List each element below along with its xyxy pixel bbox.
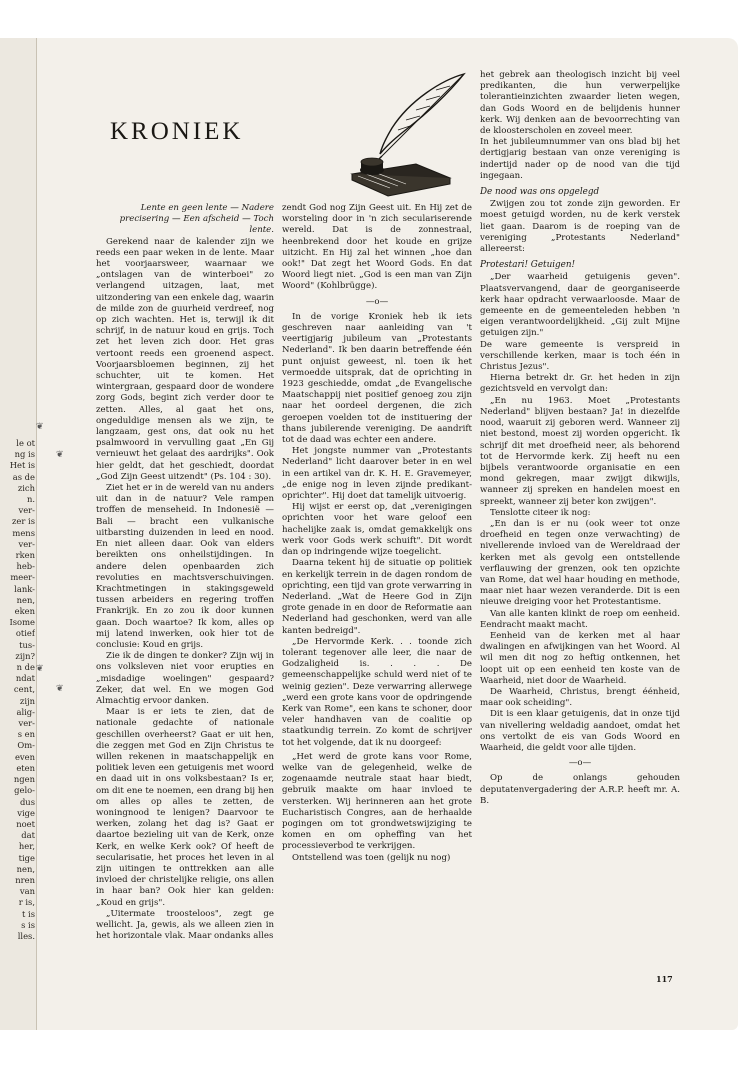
previous-page-line: Isome: [9, 617, 35, 628]
binding-mark-icon: ❦: [36, 664, 44, 674]
paragraph: Hierna betrekt dr. Gr. het heden in zijn gezichtsveld en vervolgt dan:: [480, 373, 680, 395]
previous-page-line: van: [19, 886, 35, 897]
previous-page-line: as de: [12, 471, 35, 482]
previous-page-line: otief: [15, 628, 35, 639]
binding-mark-icon: ❦: [56, 684, 64, 694]
previous-page-line: n.: [26, 494, 35, 505]
previous-page-line: ndat: [15, 673, 35, 684]
quote-paragraph: „En nu 1963. Moet „Protestants Nederland" blijven bestaan? Ja! in diezelfde nood, waaruit zij geboren werd. Wanneer zij niet bestond, moest zij worden opgericht. Ik schrijf dit met droefheid neer, als behorend tot de Hervormde kerk. Zij heeft nu een bijbels verantwoorde organisatie en een mond gekregen, maar zwijgt dikwijls, wanneer zij spreken en handelen moest en spreekt, wanneer zij beter kon zwijgen".: [480, 395, 680, 507]
quill-pen-and-book-icon: [332, 70, 470, 198]
previous-page-line: t is: [21, 908, 35, 919]
previous-page-line: ng is: [14, 449, 35, 460]
previous-page-line: ver-: [18, 538, 35, 549]
paragraph: zendt God nog Zijn Geest uit. En Hij zet de worsteling door in 'n zich seculariserende wereld. Dat is de zonnestraal, heenbrekend door het koude en grijze uitzicht. En Hij zal het winnen „hoe dan ook!" Dat zegt het Woord Gods. En dat Woord liegt niet. „God is een man van Zijn Woord" (Kohlbrügge).: [282, 203, 472, 292]
column-2: [282, 203, 472, 981]
binding-mark-icon: ❦: [36, 422, 44, 432]
previous-page-line: dat: [21, 830, 35, 841]
paragraph: Tenslotte citeer ik nog:: [490, 507, 591, 518]
column-1: [96, 203, 274, 981]
previous-page-line: mens: [12, 527, 35, 538]
previous-page-line: even: [14, 751, 35, 762]
paragraph: Ontstellend was toen (gelijk nu nog): [292, 852, 451, 863]
previous-page-line: heb-: [16, 561, 35, 572]
binding-mark-icon: ❦: [56, 450, 64, 460]
paragraph: De ware gemeente is verspreid in verschillende kerken, maar is toch één in Christus Jezus".: [480, 339, 680, 373]
quote-paragraph: Van alle kanten klinkt de roep om eenheid. Eendracht maakt macht.: [480, 608, 680, 630]
page-title: KRONIEK: [110, 118, 244, 145]
previous-page-text: [3, 438, 35, 942]
previous-page-line: ver-: [18, 505, 35, 516]
previous-page-line: ver-: [18, 718, 35, 729]
previous-page-line: cent,: [13, 684, 35, 695]
previous-page-line: meer-: [10, 572, 35, 583]
previous-page-line: nen,: [16, 863, 35, 874]
section-heading: Protestari! Getuigen!: [480, 260, 576, 271]
previous-page-line: rken: [15, 550, 35, 561]
paragraph: Maar is er iets te zien, dat de nationale gedachte of nationale geschillen overheerst? Gaat er uit hen, die zeggen met God en Zijn Christus te willen rekenen in maatschappelijk en politiek leven een getuigenis met woord en daad uit in ons volksbestaan? Is er, om dit ene te noemen, een drang bij hen om alles op alles te zetten, de woningnood te lenigen? Daarvoor te werken, zolang het dag is? Gaat er daartoe bezieling uit van de Kerk, onze Kerk, en welke Kerk ook? Of heeft de secularisatie, het proces het leven in al zijn uitingen te onttrekken aan alle invloed der christelijke religie, ons allen in haar ban? Ook hier kan gelden: „Koud en grijs".: [96, 707, 274, 908]
paragraph: Gerekend naar de kalender zijn we reeds een paar weken in de lente. Maar het voorjaarsweer, waarnaar we „ontslagen van de winterboei" zo verlangend uitzagen, laat, met uitzondering van een enkele dag, waarin de milde zon de guurheid verdreef, nog op zich wachten. Het is, terwijl ik dit schrijf, in de natuur koud en grijs. Toch zet het leven zich door. Het gras vertoont reeds een groenend aspect. Voorjaarsbloemen beginnen, zij het schuchter, uit te komen. Het wintergraan, gespaard door de wondere zorg Gods, begint zich verder door te zetten. Alles, al gaat het ons, ongeduldige mensen als we zijn, te langzaam, gest ons, dat ook nu het psalmwoord in vervulling gaat „En Gij vernieuwt het gelaat des aardrijks". Ook hier geldt, dat het geschiedt, doordat „God Zijn Geest uitzendt" (Ps. 104 : 30).: [96, 236, 274, 482]
previous-page-line: lles.: [17, 930, 35, 941]
quote-paragraph: Eenheid van de kerken met al haar dwalingen en afwijkingen van het Woord. Al wil men dit nog zo heftig ontkennen, het loopt uit op een eenheid ten koste van de Waarheid, niet door de Waarheid.: [480, 630, 680, 686]
previous-page-line: eken: [14, 606, 35, 617]
previous-page-line: zijn?: [15, 650, 35, 661]
paragraph: Hij wijst er eerst op, dat „verenigingen oprichten voor het ware geloof een hachelijke zaak is, omdat gemakkelijk ons werk voor Gods werk schuift". Dit wordt dan op indringende wijze toegelicht.: [282, 502, 472, 558]
previous-page-line: Om-: [17, 740, 35, 751]
paragraph: het gebrek aan theologisch inzicht bij veel predikanten, die hun verwerpelijke tolerantieinzichten zwaarder lieten wegen, dan Gods Woord en de belijdenis hunner kerk. Wij denken aan de bevoorrechting van de kloosterscholen en zoveel meer.: [480, 70, 680, 137]
section-separator: —o—: [568, 758, 592, 769]
paragraph: „Uitermate troosteloos", zegt ge wellicht. Ja, gewis, als we alleen zien in het horizontale vlak. Maar ondanks alles: [96, 908, 274, 942]
paragraph: In de vorige Kroniek heb ik iets geschreven naar aanleiding van 't veertigjarig jubileum van „Protestants Nederland". Ik ben daarin betreffende één punt onjuist geweest, nl. toen ik het vermoedde uitsprak, dat de oprichting in 1923 geschiedde, omdat „de Evangelische Maatschappij niet positief genoeg zou zijn naar het oordeel dergenen, die zich geroepen voelden tot de instituering der thans jubilerende vereniging. De aandrift tot de daad was echter een andere.: [282, 311, 472, 446]
previous-page-line: zer is: [11, 516, 35, 527]
previous-page-line: nen,: [16, 594, 35, 605]
paragraph: Op de onlangs gehouden deputatenvergadering der A.R.P. heeft mr. A. B.: [480, 773, 680, 806]
column-3: [480, 70, 680, 970]
previous-page-line: gelo-: [14, 785, 35, 796]
previous-page-line: r is,: [18, 897, 35, 908]
previous-page-line: alig-: [16, 706, 35, 717]
quote-paragraph: „En dan is er nu (ook weer tot onze droefheid en tegen onze verwachting) de nivellerende invloed van de Wereldraad der kerken met als gevolg een ontstellende verflauwing der grenzen, ook ten opzichte van Rome, dat wel haar houding en methode, maar niet haar wezen veranderde. Dit is een nieuwe dreiging voor het Protestantisme.: [480, 518, 680, 608]
previous-page-edge: [0, 38, 37, 1030]
quote-paragraph: De Waarheid, Christus, brengt éénheid, maar ook scheiding".: [480, 686, 680, 709]
paragraph: Dit is een klaar getuigenis, dat in onze tijd van nivellering weldadig aandoet, omdat het ons vertolkt de eis van Gods Woord en Waarheid, die geldt voor alle tijden.: [480, 709, 680, 753]
quote-paragraph: „Het werd de grote kans voor Rome, welke van de gelegenheid, welke de zogenaamde neutrale staat haar biedt, gebruik maakte om haar invloed te versterken. Wij herinneren aan het grote Eucharistisch Congres, aan de herhaalde pogingen om tot grondwetswijziging te komen en om opheffing van het processieverbod te verkrijgen.: [282, 751, 472, 852]
paragraph: Daarna tekent hij de situatie op politiek en kerkelijk terrein in de dagen rondom de oprichting, een tijd van grote verwarring in Nederland. „Wat de Heere God in Zijn grote genade in en door de Reformatie aan Nederland had geschonken, werd van alle kanten bedreigd".: [282, 558, 472, 636]
previous-page-line: lank-: [14, 583, 35, 594]
previous-page-line: n de: [16, 662, 35, 673]
previous-page-line: eten: [16, 762, 35, 773]
paragraph: „Der waarheid getuigenis geven". Plaatsvervangend, daar de georganiseerde kerk haar opdracht verwaarloosde. Maar de gemeente en de gemeenteleden hebben 'n eigen verantwoordelijkheid. „Gij zult Mijne getuigen zijn.": [480, 272, 680, 339]
page-number: 117: [656, 974, 673, 984]
previous-page-line: ngen: [13, 774, 35, 785]
section-subtitle: Lente en geen lente — Nadere precisering — Een afscheid — Toch lente.: [119, 203, 274, 236]
paragraph: In het jubileumnummer van ons blad bij het dertigjarig bestaan van onze vereniging is indertijd nader op de nood van die tijd ingegaan.: [480, 137, 680, 181]
previous-page-line: her,: [18, 841, 35, 852]
paragraph: Zie ik de dingen te donker? Zijn wij in ons volksleven niet voor erupties en „misdadige woelingen" gespaard? Zeker, dat wel. En we mogen God Almachtig ervoor danken.: [96, 651, 274, 706]
previous-page-line: noet: [16, 818, 35, 829]
previous-page-line: vige: [17, 807, 35, 818]
section-heading: De nood was ons opgelegd: [480, 187, 600, 198]
previous-page-line: tige: [18, 852, 35, 863]
previous-page-line: tus-: [19, 639, 35, 650]
paragraph: Het jongste nummer van „Protestants Nederland" licht daarover beter in en wel in een artikel van dr. K. H. E. Gravemeyer, „de enige nog in leven zijnde predikant-oprichter". Hij doet dat tamelijk uitvoerig.: [282, 446, 472, 502]
previous-page-line: s en: [17, 729, 35, 740]
previous-page-line: Het is: [9, 460, 35, 471]
paragraph: Zwijgen zou tot zonde zijn geworden. Er moest getuigd worden, nu de kerk verstek liet gaan. Daarom is de roeping van de vereniging „Protestants Nederland" allereerst:: [480, 199, 680, 255]
previous-page-line: nren: [15, 874, 35, 885]
previous-page-line: s is: [21, 919, 35, 930]
previous-page-line: zijn: [19, 695, 35, 706]
paragraph: Ziet het er in de wereld van nu anders uit dan in de natuur? Vele rampen troffen de menseheid. In Indonesië — Bali — bracht een vulkanische uitbarsting duizenden in leed en nood. En niet alleen daar. Ook van elders bereikten ons onheilstijdingen. In andere delen openbaarden zich revoluties en machtsverschuivingen. Krachtmetingen in stakingsgeweld tussen arbeiders en regering troffen Frankrijk. En zo zou ik door kunnen gaan. Doch waartoe? Ik kom, alles op mij latend inwerken, ook hier tot de conclusie: Koud en grijs.: [96, 483, 274, 650]
previous-page-line: le ot: [16, 438, 35, 448]
section-separator: —o—: [365, 296, 389, 307]
previous-page-line: zich: [17, 482, 35, 493]
paragraph: „De Hervormde Kerk. . . toonde zich tolerant tegenover alle leer, die naar de Godzaligheid is. . . . De gemeenschappelijke schuld werd niet of te weinig gezien". Deze verwarring allerwege „werd een grote kans voor de opdringende Kerk van Rome", een kans te schoner, door veler handhaven van de coalitie op staatkundig terrein. Zo komt de schrijver tot het volgende, dat ik nu doorgeef:: [282, 636, 472, 748]
previous-page-line: dus: [19, 796, 35, 807]
